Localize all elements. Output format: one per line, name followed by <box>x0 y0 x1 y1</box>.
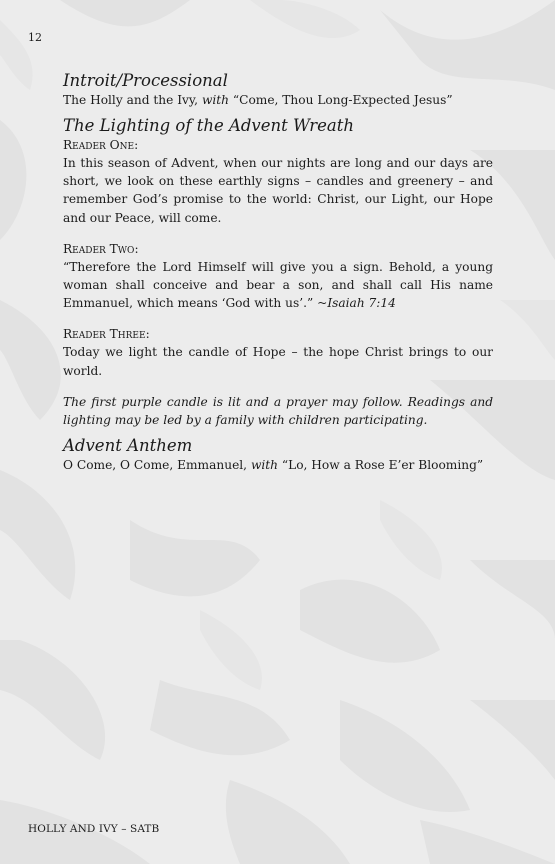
lighting-heading: The Lighting of the Advent Wreath <box>63 116 354 135</box>
reader-two-label: Reader Two: <box>63 241 139 256</box>
rubric-note: The first purple candle is lit and a prayer may follow. Readings and lighting may be led by a family with children participating. <box>63 394 493 428</box>
reader-three-label: Reader Three: <box>63 327 150 342</box>
anthem-title-a: O Come, O Come, Emmanuel, <box>63 458 251 473</box>
anthem-heading: Advent Anthem <box>63 436 193 456</box>
reader-one-label: Reader One: <box>63 138 139 152</box>
introit-heading: Introit/Processional <box>63 71 228 90</box>
order-of-worship <box>63 70 493 474</box>
introit-title-b: “Come, Thou Long-Expected Jesus” <box>229 93 453 107</box>
reader-two-paragraph <box>63 258 493 313</box>
anthem-with: with <box>250 458 279 473</box>
introit-title-a: The Holly and the Ivy, <box>63 93 202 107</box>
reader-three-text: Today we light the candle of Hope – the hope Christ brings to our world. <box>63 345 493 378</box>
anthem-line <box>63 456 493 474</box>
introit-line <box>63 91 493 109</box>
page-footer: HOLLY AND IVY – SATB <box>28 823 160 835</box>
anthem-title-b: “Lo, How a Rose E’er Blooming” <box>278 458 484 473</box>
page-number: 12 <box>28 31 42 44</box>
scripture-reference: Isaiah 7:14 <box>327 296 396 311</box>
introit-with: with <box>201 93 230 107</box>
reader-one-text: In this season of Advent, when our nights are long and our days are short, we look on these earthly signs – candles and greenery – and remember God’s promise to the world: Christ, our Light, our Hope and our Peace, will come. <box>63 156 493 225</box>
reader-two-text: “Therefore the Lord Himself will give you a sign. Behold, a young woman shall conceive and bear a son, and shall call His name Emmanuel, which means ‘God with us’.” ~ <box>63 259 493 311</box>
